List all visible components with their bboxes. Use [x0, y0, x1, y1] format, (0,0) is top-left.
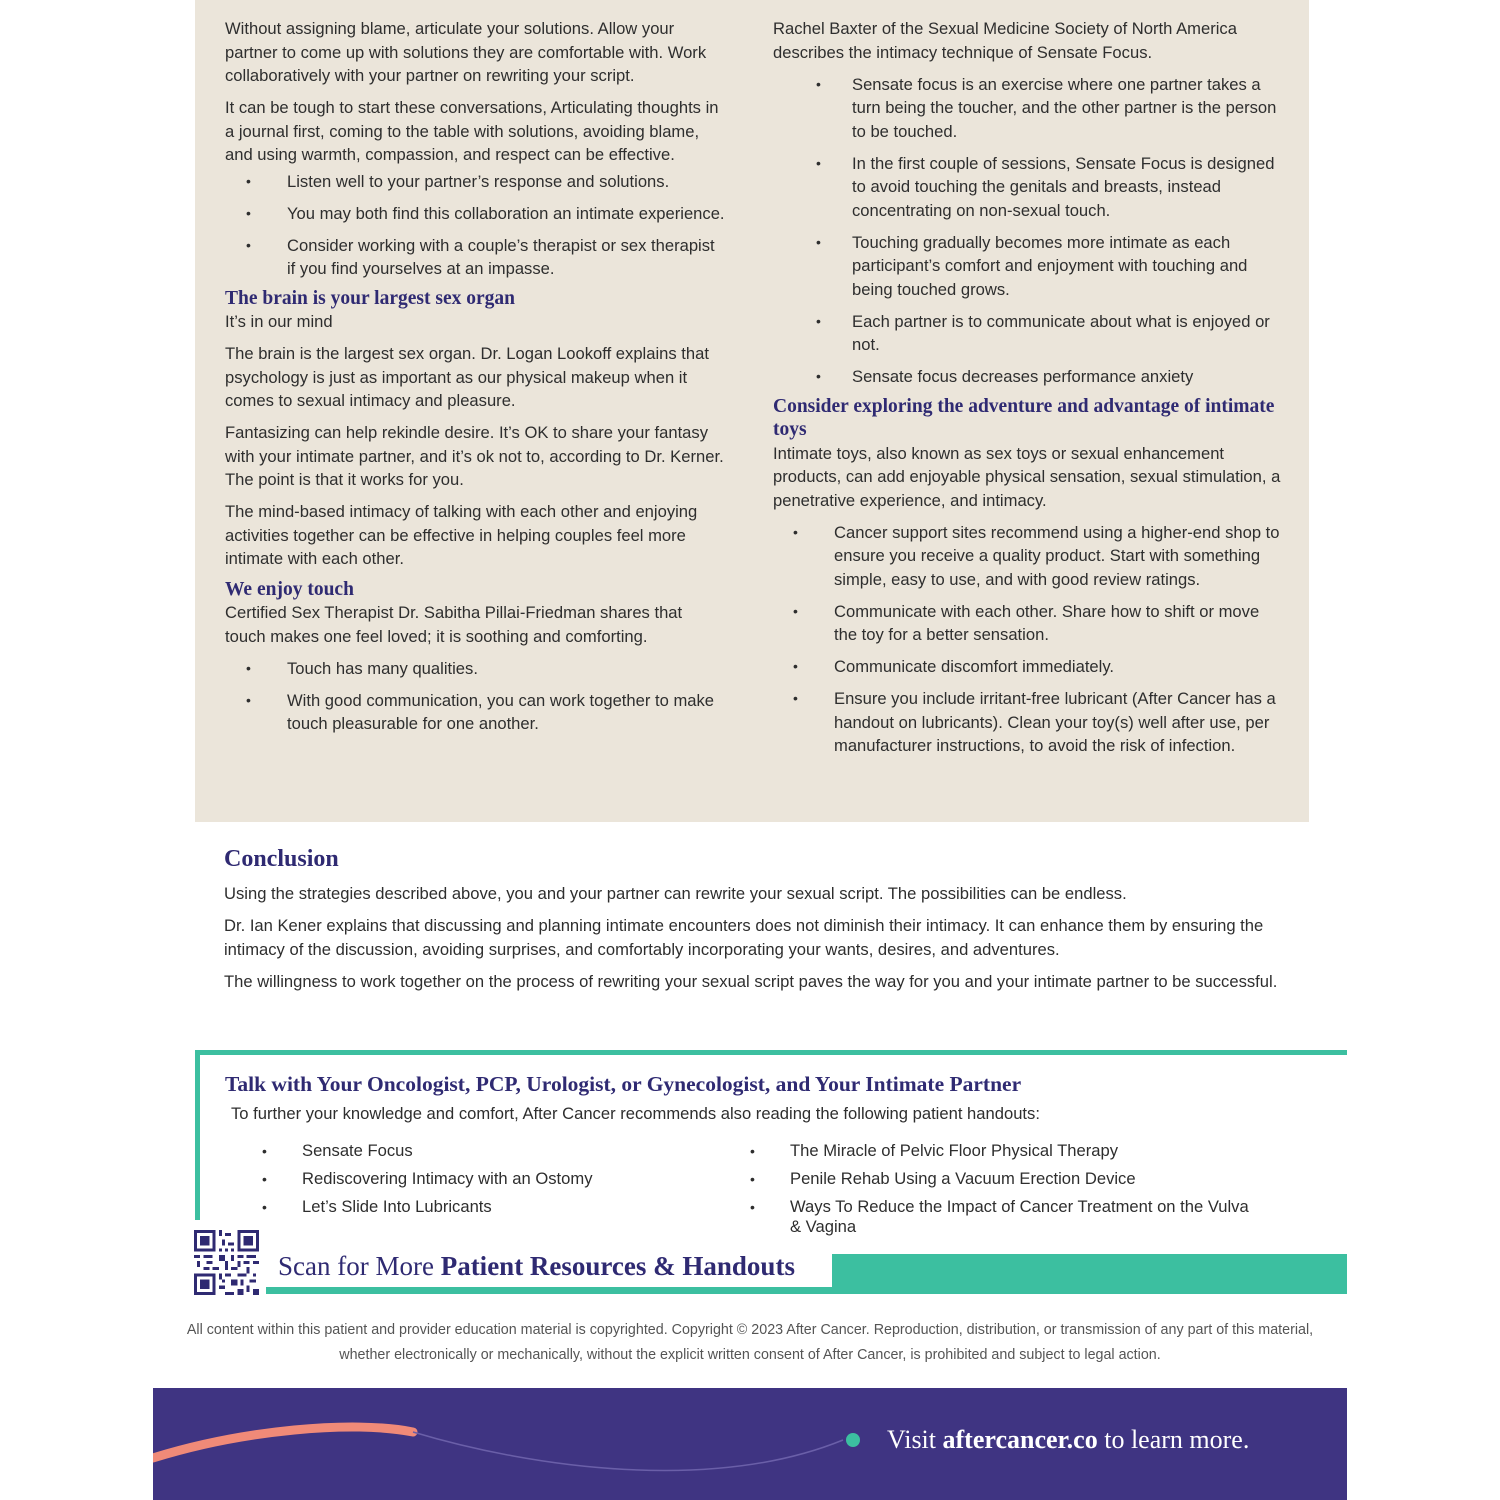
paragraph: Dr. Ian Kener explains that discussing and planning intimate encounters does not diminish their intimacy. It can enhance them by ensuring the intimacy of the discussion, avoiding surprises, and comfortably incorporating your wants, desires, and adventures. — [224, 916, 1264, 959]
bullet-icon: • — [262, 1171, 267, 1188]
list-item: • Communicate discomfort immediately. — [773, 655, 1281, 679]
paragraph: The willingness to work together on the process of rewriting your sexual script paves the way for you and your intimate partner to be successful. — [224, 971, 1278, 991]
bullet-icon: • — [750, 1143, 755, 1159]
bullet-icon: • — [816, 368, 821, 384]
bullet-icon: • — [816, 312, 821, 329]
bullet-icon: • — [262, 1199, 267, 1216]
visit-link[interactable] — [887, 1424, 1249, 1456]
list-item: • In the first couple of sessions, Sensate Focus is designed to avoid touching the genitals and breasts, instead concentrating on non-sexual touch. — [816, 153, 1275, 220]
handout-item: • Penile Rehab Using a Vacuum Erection Device — [750, 1169, 1136, 1189]
bullet-list — [225, 170, 725, 281]
handout-list-right — [750, 1141, 1250, 1246]
list-item: • Each partner is to communicate about what is enjoyed or not. — [816, 311, 1270, 354]
left-column — [225, 17, 725, 744]
right-column — [773, 17, 1281, 766]
conclusion-section — [224, 845, 1284, 1002]
site-url: aftercancer.co — [942, 1425, 1098, 1454]
list-item: • Consider working with a couple’s therapist or sex therapist if you find yourselves at an impasse. — [246, 235, 715, 278]
list-item: • Sensate focus is an exercise where one partner takes a turn being the toucher, and the other partner is the person to be touched. — [816, 74, 1277, 141]
list-item: • Touch has many qualities. — [225, 657, 725, 681]
talk-subtitle: To further your knowledge and comfort, After Cancer recommends also reading the following patient handouts: — [231, 1104, 1040, 1123]
bullet-icon: • — [246, 236, 251, 253]
section-heading-brain: The brain is your largest sex organ — [225, 287, 515, 309]
paragraph: Certified Sex Therapist Dr. Sabitha Pillai-Friedman shares that touch makes one feel loved; it is soothing and comforting. — [225, 603, 683, 646]
handout-list-left — [262, 1141, 722, 1226]
bullet-icon: • — [793, 690, 798, 706]
bullet-list — [773, 521, 1281, 758]
section-subheading: It’s in our mind — [225, 312, 333, 331]
scan-prefix: Scan for More — [278, 1251, 441, 1281]
teal-divider — [195, 1050, 1347, 1055]
list-item: • Sensate focus decreases performance anxiety — [773, 365, 1281, 389]
visit-prefix: Visit — [887, 1425, 943, 1454]
bullet-icon: • — [750, 1199, 755, 1216]
list-item: • Ensure you include irritant-free lubricant (After Cancer has a handout on lubricants). Clean your toy(s) well after use, per manufacturer instructions, to avoid the risk of infection. — [793, 689, 1276, 755]
section-heading-touch: We enjoy touch — [225, 578, 354, 600]
handout-item: • The Miracle of Pelvic Floor Physical Therapy — [750, 1141, 1119, 1160]
visit-suffix: to learn more. — [1097, 1425, 1250, 1454]
copyright-notice: All content within this patient and provider education material is copyrighted. Copyright © 2023 After Cancer. Reproduction, distribution, or transmission of any part of this material, whether electronically or mechanically, without the explicit written consent of After Cancer, is prohibited and subject to legal action. — [186, 1322, 1314, 1363]
list-item: • With good communication, you can work together to make touch pleasurable for one another. — [246, 690, 715, 733]
paragraph: It can be tough to start these conversations, Articulating thoughts in a journal first, coming to the table with solutions, avoiding blame, and using warmth, compassion, and respect can be effective. — [225, 98, 719, 164]
bullet-icon: • — [816, 75, 821, 92]
bullet-list — [225, 657, 725, 736]
paragraph: The brain is the largest sex organ. Dr. Logan Lookoff explains that psychology is just as important as our physical makeup when it comes to sexual intimacy and pleasure. — [225, 344, 709, 410]
bullet-icon: • — [246, 172, 251, 189]
handout-item: • Rediscovering Intimacy with an Ostomy — [262, 1169, 593, 1189]
bullet-icon: • — [246, 691, 251, 708]
paragraph: Without assigning blame, articulate your solutions. Allow your partner to come up with solutions they are comfortable with. Work collaboratively with your partner on rewriting your script. — [225, 19, 707, 85]
list-item: • Touching gradually becomes more intimate as each participant’s comfort and enjoyment with touching and being touched grows. — [816, 232, 1248, 299]
handout-item: • Let’s Slide Into Lubricants — [262, 1197, 492, 1217]
handout-item: • Ways To Reduce the Impact of Cancer Treatment on the Vulva & Vagina — [750, 1197, 1249, 1237]
bullet-icon: • — [750, 1171, 755, 1188]
paragraph: Fantasizing can help rekindle desire. It’s OK to share your fantasy with your intimate partner, and it’s ok not to, according to Dr. Kerner. The point is that it works for you. — [225, 423, 724, 489]
bullet-icon: • — [262, 1143, 267, 1159]
list-item: • Listen well to your partner’s response and solutions. — [225, 170, 725, 194]
talk-heading: Talk with Your Oncologist, PCP, Urologist, or Gynecologist, and Your Intimate Partner — [225, 1072, 1022, 1096]
qr-code-icon[interactable] — [194, 1230, 259, 1295]
bullet-icon: • — [793, 602, 798, 619]
list-item: • You may both find this collaboration an intimate experience. — [225, 202, 725, 226]
bullet-icon: • — [246, 659, 251, 676]
bullet-icon: • — [816, 154, 821, 171]
list-item: • Cancer support sites recommend using a higher-end shop to ensure you receive a quality product. Start with something simple, easy to use, and with good review ratings. — [793, 522, 1280, 589]
conclusion-heading: Conclusion — [224, 846, 339, 872]
paragraph: Intimate toys, also known as sex toys or sexual enhancement products, can add enjoyable physical sensation, sexual stimulation, a penetrative experience, and intimacy. — [773, 443, 1281, 510]
paragraph: Using the strategies described above, you and your partner can rewrite your sexual script. The possibilities can be endless. — [224, 884, 1127, 903]
teal-divider — [195, 1050, 200, 1220]
section-heading-toys: Consider exploring the adventure and advantage of intimate toys — [773, 395, 1275, 440]
list-item: • Communicate with each other. Share how to shift or move the toy for a better sensation. — [793, 601, 1260, 644]
bullet-icon: • — [246, 204, 251, 221]
bullet-icon: • — [816, 233, 821, 250]
bullet-icon: • — [793, 658, 798, 674]
paragraph: The mind-based intimacy of talking with each other and enjoying activities together can be effective in helping couples feel more intimate with each other. — [225, 502, 698, 568]
paragraph: Rachel Baxter of the Sexual Medicine Society of North America describes the intimacy technique of Sensate Focus. — [773, 19, 1237, 62]
bullet-icon: • — [793, 523, 798, 540]
scan-link[interactable] — [278, 1249, 795, 1283]
scan-bold: Patient Resources & Handouts — [440, 1251, 795, 1281]
bullet-list — [773, 73, 1281, 389]
handout-item: • Sensate Focus — [262, 1141, 413, 1160]
